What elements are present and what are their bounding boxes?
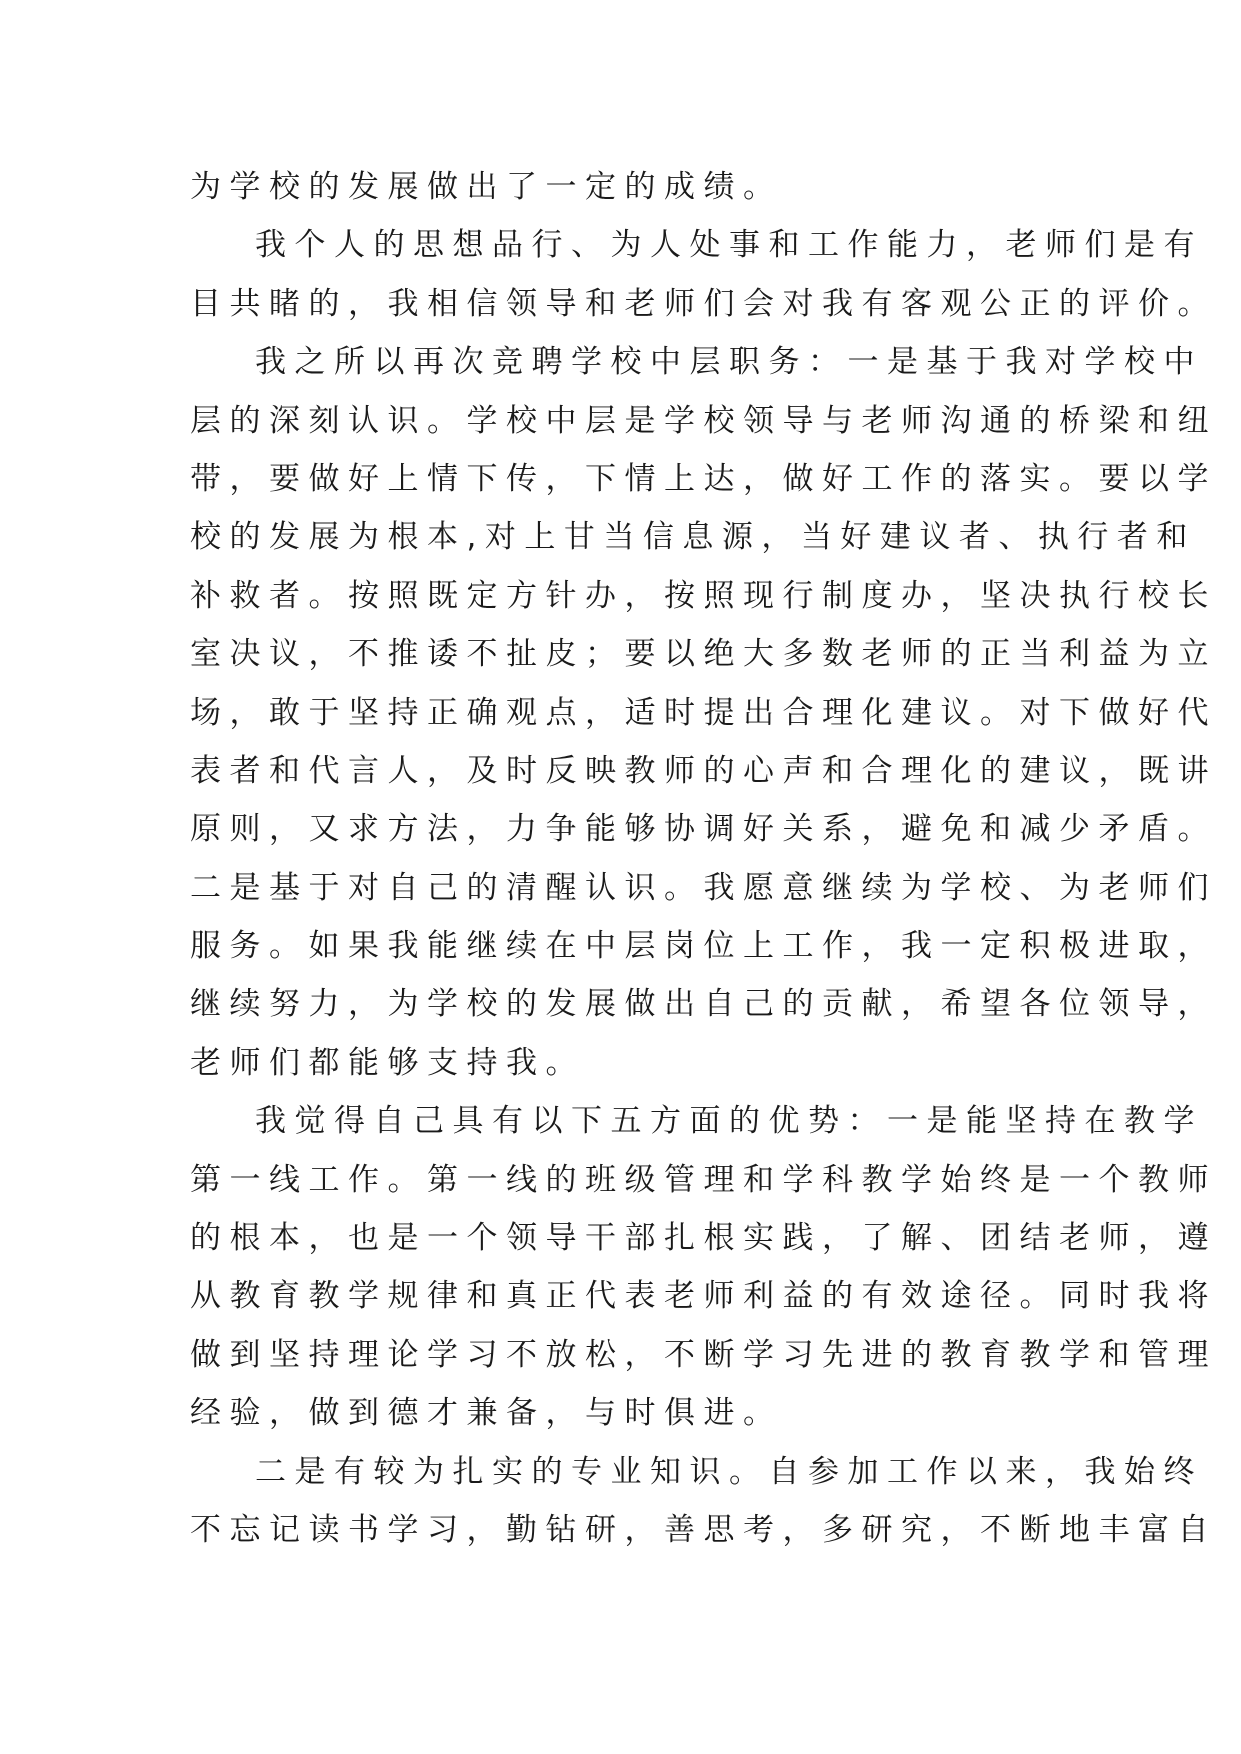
text-line: 表者和代言人，及时反映教师的心声和合理化的建议，既讲 xyxy=(190,752,1217,789)
text-line: 目共睹的，我相信领导和老师们会对我有客观公正的评价。 xyxy=(190,285,1217,322)
text-line: 二是有较为扎实的专业知识。自参加工作以来，我始终 xyxy=(255,1453,1203,1490)
body-text xyxy=(190,158,1217,1559)
text-line: 校的发展为根本,对上甘当信息源，当好建议者、执行者和 xyxy=(190,519,1196,556)
text-line: 场，敢于坚持正确观点，适时提出合理化建议。对下做好代 xyxy=(190,694,1217,731)
text-line: 服务。如果我能继续在中层岗位上工作，我一定积极进取， xyxy=(190,928,1217,965)
text-line: 我之所以再次竞聘学校中层职务：一是基于我对学校中 xyxy=(255,344,1203,381)
text-line: 我觉得自己具有以下五方面的优势：一是能坚持在教学 xyxy=(255,1103,1203,1140)
text-line: 做到坚持理论学习不放松，不断学习先进的教育教学和管理 xyxy=(190,1336,1217,1373)
text-line: 从教育教学规律和真正代表老师利益的有效途径。同时我将 xyxy=(190,1278,1217,1315)
text-line: 老师们都能够支持我。 xyxy=(190,1044,585,1081)
text-line: 为学校的发展做出了一定的成绩。 xyxy=(190,169,783,205)
text-line: 继续努力，为学校的发展做出自己的贡献，希望各位领导， xyxy=(190,986,1217,1023)
text-line: 补救者。按照既定方针办，按照现行制度办，坚决执行校长 xyxy=(190,577,1217,614)
text-line: 层的深刻认识。学校中层是学校领导与老师沟通的桥梁和纽 xyxy=(190,402,1217,439)
text-line: 第一线工作。第一线的班级管理和学科教学始终是一个教师 xyxy=(190,1161,1217,1198)
text-line: 带，要做好上情下传，下情上达，做好工作的落实。要以学 xyxy=(190,460,1217,497)
text-line: 的根本，也是一个领导干部扎根实践，了解、团结老师，遵 xyxy=(190,1220,1217,1257)
text-line: 我个人的思想品行、为人处事和工作能力，老师们是有 xyxy=(255,227,1203,264)
text-line: 原则，又求方法，力争能够协调好关系，避免和减少矛盾。 xyxy=(190,811,1217,848)
text-line: 二是基于对自己的清醒认识。我愿意继续为学校、为老师们 xyxy=(190,869,1217,906)
text-line: 室决议，不推诿不扯皮；要以绝大多数老师的正当利益为立 xyxy=(190,636,1217,673)
text-line: 不忘记读书学习，勤钻研，善思考，多研究，不断地丰富自 xyxy=(190,1511,1217,1548)
text-line: 经验，做到德才兼备，与时俱进。 xyxy=(190,1395,783,1432)
